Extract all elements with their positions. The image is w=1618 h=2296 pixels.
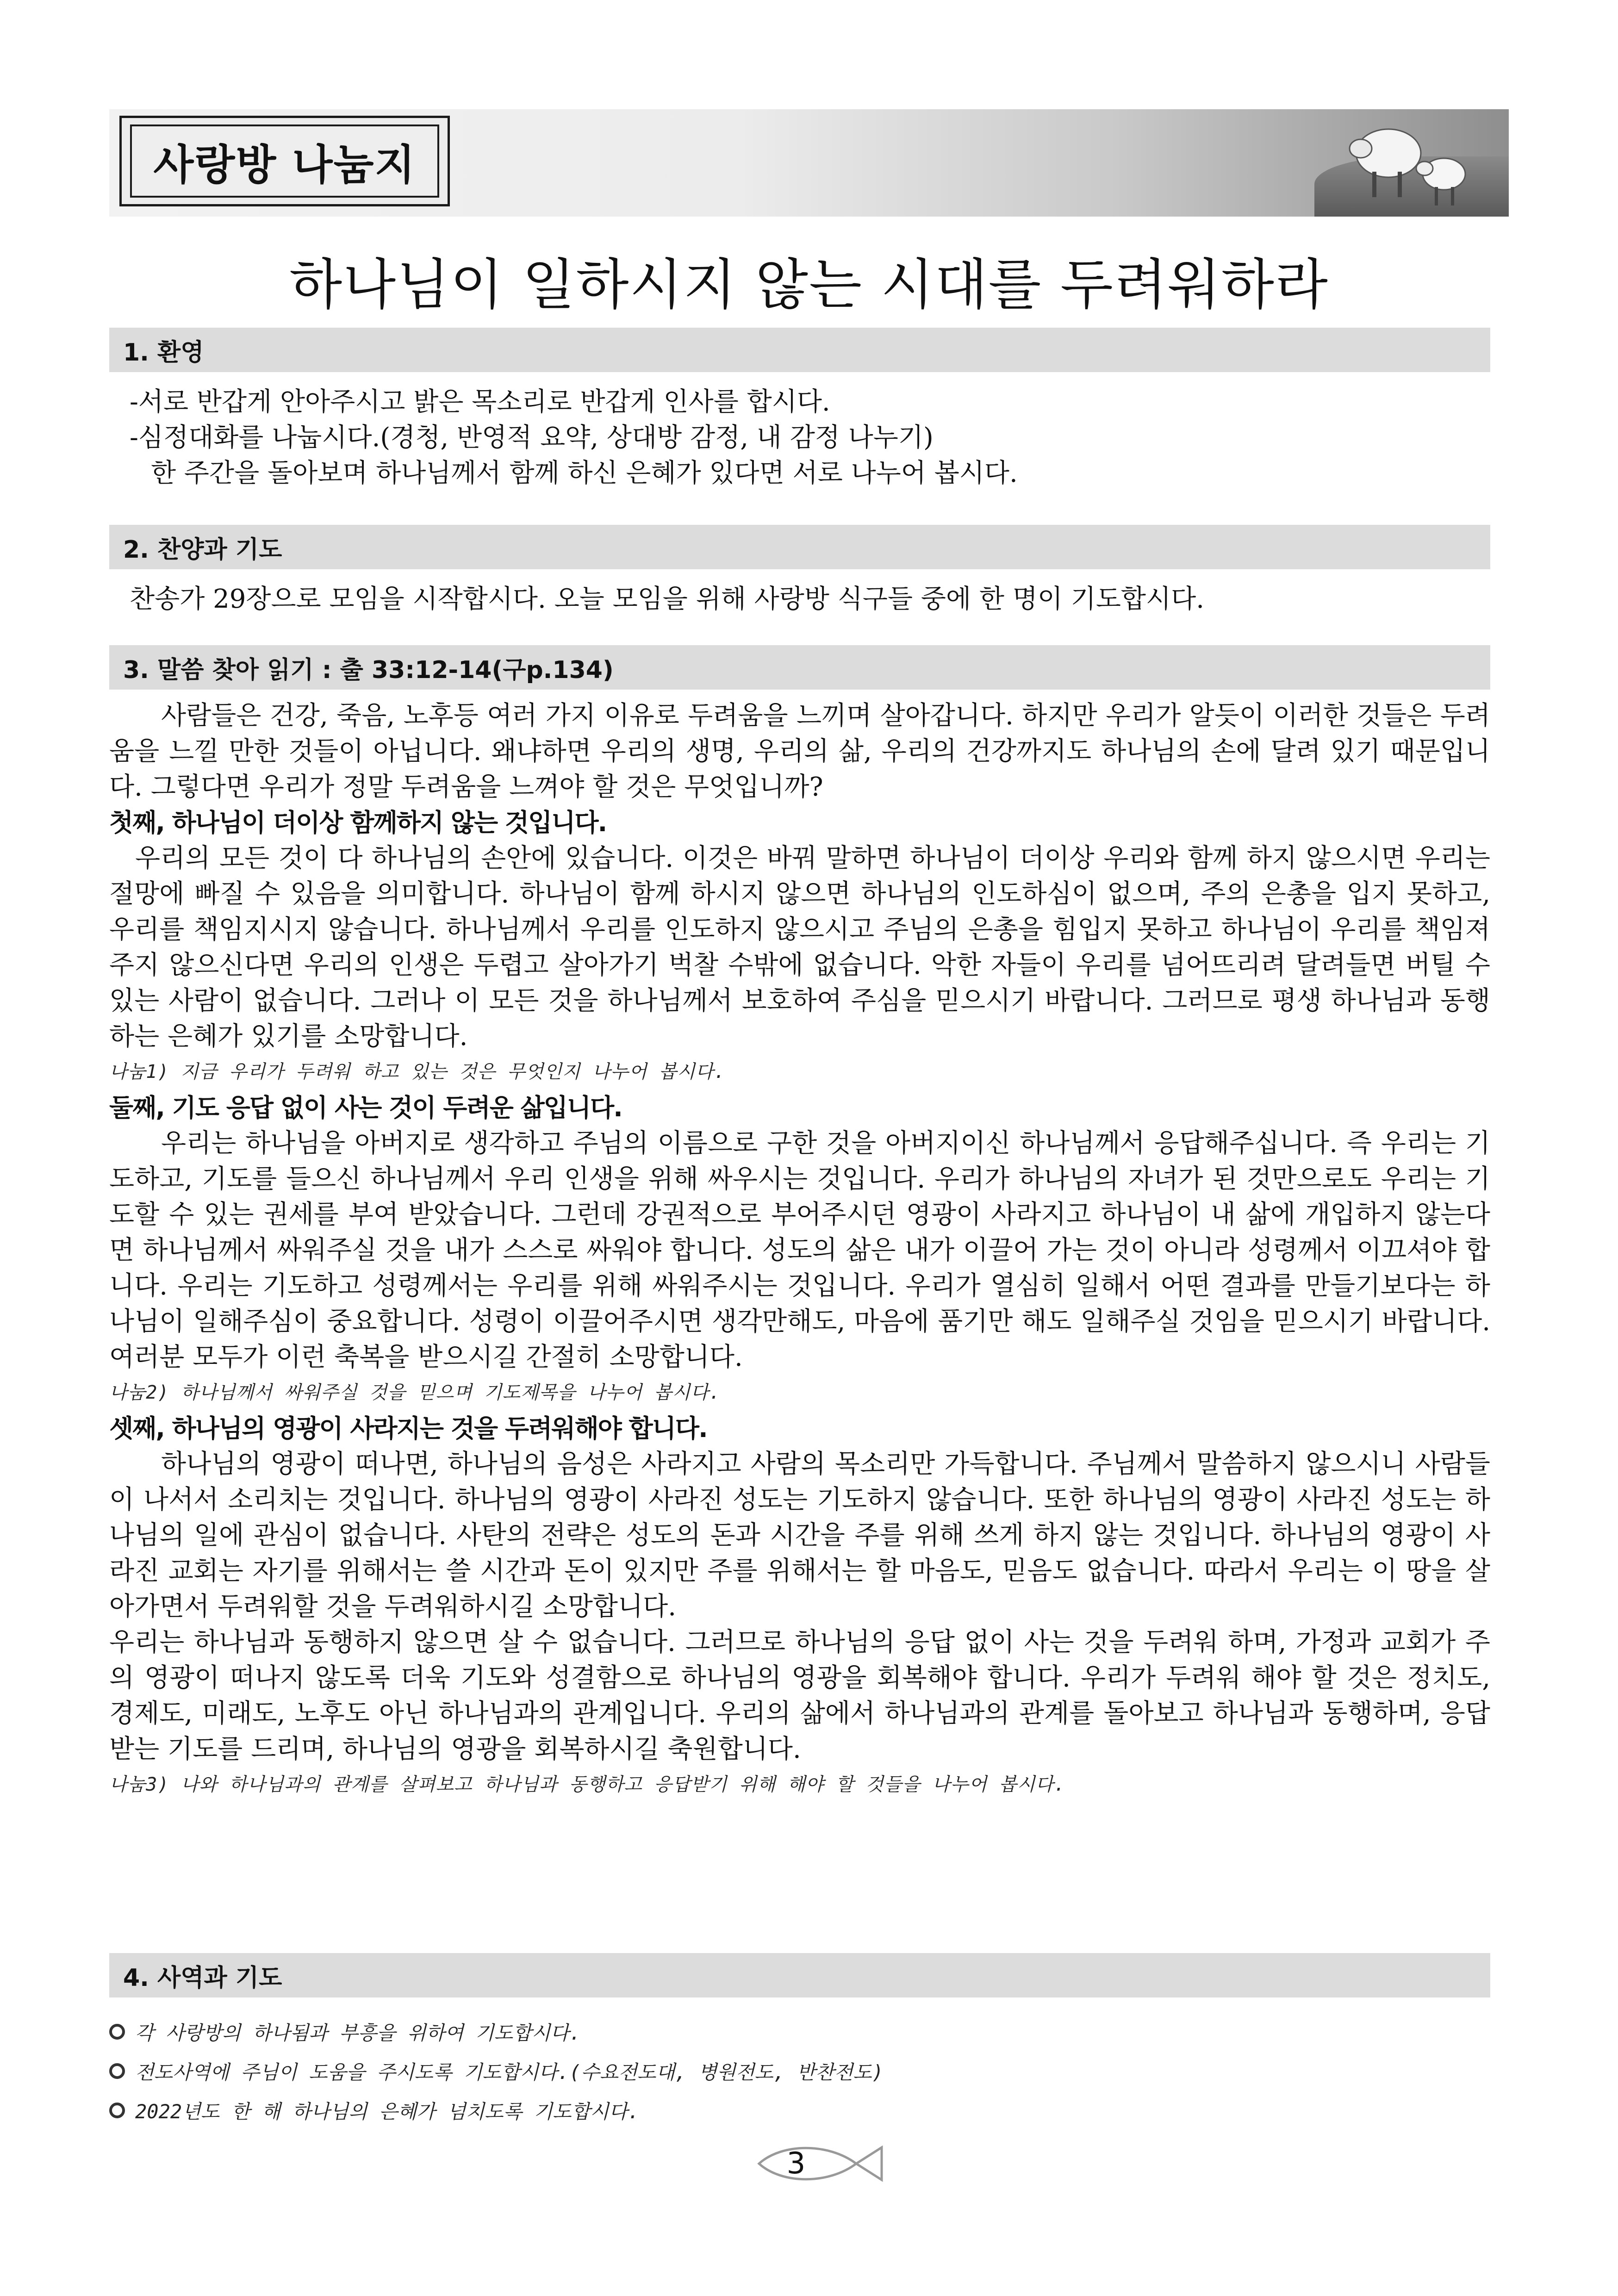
welcome-line-3: 한 주간을 돌아보며 하나님께서 함께 하신 은혜가 있다면 서로 나누어 봅시다. [151, 458, 1018, 488]
welcome-line-2: -심정대화를 나눕시다.(경청, 반영적 요약, 상대방 감정, 내 감정 나누기) [130, 423, 933, 453]
section-3-heading: 3. 말씀 찾아 읽기 : 출 33:12-14(구p.134) [109, 645, 1490, 690]
point-1-heading: 첫째, 하나님이 더이상 함께하지 않는 것입니다. [109, 808, 607, 837]
section-1-body [130, 384, 1490, 491]
prayer-item-text: 2022년도 한 해 하나님의 은혜가 넘치도록 기도합시다. [135, 2100, 640, 2123]
circle-bullet-icon [109, 2103, 125, 2118]
page-number: 3 [786, 2147, 806, 2181]
circle-bullet-icon [109, 2024, 125, 2040]
point-3-body: 하나님의 영광이 떠나면, 하나님의 음성은 사라지고 사람의 목소리만 가득합니다. 주님께서 말씀하지 않으시니 사람들이 나서서 소리치는 것입니다. 하나님의 영광이 사라진 성도는 기도하지 않습니다. 또한 하나님의 영광이 사라진 성도는 하나님의 일에 관심이 없습니다. 사탄의 전략은 성도의 돈과 시간을 주를 위해 쓰게 하지 않는 것입니다. 하나님의 영광이 사라진 교회는 자기를 위해서는 쓸 시간과 돈이 있지만 주를 위해서는 할 마음도, 믿음도 없습니다. 따라서 우리는 이 땅을 살아가면서 두려워할 것을 두려워하시길 소망합니다. [109, 1449, 1490, 1622]
welcome-line-1: -서로 반갑게 안아주시고 밝은 목소리로 반갑게 인사를 합시다. [130, 387, 830, 417]
point-2-body: 우리는 하나님을 아버지로 생각하고 주님의 이름으로 구한 것을 아버지이신 하나님께서 응답해주십니다. 즉 우리는 기도하고, 기도를 들으신 하나님께서 우리 인생을 위해 싸우시는 것입니다. 우리가 하나님의 자녀가 된 것만으로도 우리는 기도할 수 있는 권세를 부여 받았습니다. 그런데 강권적으로 부어주시던 영광이 사라지고 하나님이 내 삶에 개입하지 않는다면 하나님께서 싸워주실 것을 내가 스스로 싸워야 합니다. 성도의 삶은 내가 이끌어 가는 것이 아니라 성령께서 이끄셔야 합니다. 우리는 기도하고 성령께서는 우리를 위해 싸워주시는 것입니다. 우리가 열심히 일해서 어떤 결과를 만들기보다는 하나님이 일해주심이 중요합니다. 성령이 이끌어주시면 생각만해도, 마음에 품기만 해도 일해주실 것임을 믿으시기 바랍니다. 여러분 모두가 이런 축복을 받으시길 간절히 소망합니다. [109, 1128, 1490, 1372]
share-question-1: 나눔1) 지금 우리가 두려워 하고 있는 것은 무엇인지 나누어 봅시다. [109, 1061, 726, 1083]
circle-bullet-icon [109, 2063, 125, 2079]
prayer-item [109, 2057, 1490, 2085]
page-title: 하나님이 일하시지 않는 시대를 두려워하라 [289, 253, 1329, 317]
prayer-item-text: 각 사랑방의 하나됨과 부흥을 위하여 기도합시다. [135, 2022, 581, 2044]
point-1-body: 우리의 모든 것이 다 하나님의 손안에 있습니다. 이것은 바꿔 말하면 하나님이 더이상 우리와 함께 하지 않으시면 우리는 절망에 빠질 수 있음을 의미합니다. 하나님이 함께 하시지 않으면 하나님의 인도하심이 없으며, 주의 은총을 입지 못하고, 우리를 책임지시지 않습니다. 하나님께서 우리를 인도하지 않으시고 주님의 은총을 힘입지 못하고 하나님이 우리를 책임져 주지 않으신다면 우리의 인생은 두렵고 살아가기 벅찰 수밖에 없습니다. 악한 자들이 우리를 넘어뜨리려 달려들면 버틸 수 있는 사람이 없습니다. 그러나 이 모든 것을 하나님께서 보호하여 주심을 믿으시기 바랍니다. 그러므로 평생 하나님과 동행하는 은혜가 있기를 소망합니다. [109, 843, 1490, 1052]
prayer-item [109, 2018, 1490, 2046]
point-3-heading: 셋째, 하나님의 영광이 사라지는 것을 두려워해야 합니다. [109, 1414, 707, 1443]
sermon-closing: 우리는 하나님과 동행하지 않으면 살 수 없습니다. 그러므로 하나님의 응답 없이 사는 것을 두려워 하며, 가정과 교회가 주의 영광이 떠나지 않도록 더욱 기도와 성결함으로 하나님의 영광을 회복해야 합니다. 우리가 두려워 해야 할 것은 정치도, 경제도, 미래도, 노후도 아닌 하나님과의 관계입니다. 우리의 삶에서 하나님과의 관계를 돌아보고 하나님과 동행하며, 응답받는 기도를 드리며, 하나님의 영광을 회복하시길 축원합니다. [109, 1627, 1490, 1764]
badge-label: 사랑방 나눔지 [130, 124, 439, 198]
page-footer [750, 2140, 889, 2187]
prayer-item [109, 2097, 1490, 2124]
section-4-heading: 4. 사역과 기도 [109, 1953, 1490, 1997]
lamb-illustration [1319, 109, 1486, 217]
sermon-intro: 사람들은 건강, 죽음, 노후등 여러 가지 이유로 두려움을 느끼며 살아갑니다. 하지만 우리가 알듯이 이러한 것들은 두려움을 느낄 만한 것들이 아닙니다. 왜냐하면 우리의 생명, 우리의 삶, 우리의 건강까지도 하나님의 손에 달려 있기 때문입니다. 그렇다면 우리가 정말 두려움을 느껴야 할 것은 무엇입니까? [109, 701, 1490, 802]
section-2-body: 찬송가 29장으로 모임을 시작합시다. 오늘 모임을 위해 사랑방 식구들 중에 한 명이 기도합시다. [130, 584, 1205, 614]
section-1-heading: 1. 환영 [109, 328, 1490, 372]
prayer-item-text: 전도사역에 주님이 도움을 주시도록 기도합시다.(수요전도대, 병원전도, 반찬전도) [135, 2061, 884, 2084]
share-question-2: 나눔2) 하나님께서 싸워주실 것을 믿으며 기도제목을 나누어 봅시다. [109, 1382, 721, 1403]
section-2-heading: 2. 찬양과 기도 [109, 525, 1490, 569]
point-2-heading: 둘째, 기도 응답 없이 사는 것이 두려운 삶입니다. [109, 1093, 622, 1122]
section-badge [119, 116, 450, 206]
section-3-body [109, 698, 1490, 1803]
share-question-3: 나눔3) 나와 하나님과의 관계를 살펴보고 하나님과 동행하고 응답받기 위해 해야 할 것들을 나누어 봅시다. [109, 1774, 1066, 1795]
